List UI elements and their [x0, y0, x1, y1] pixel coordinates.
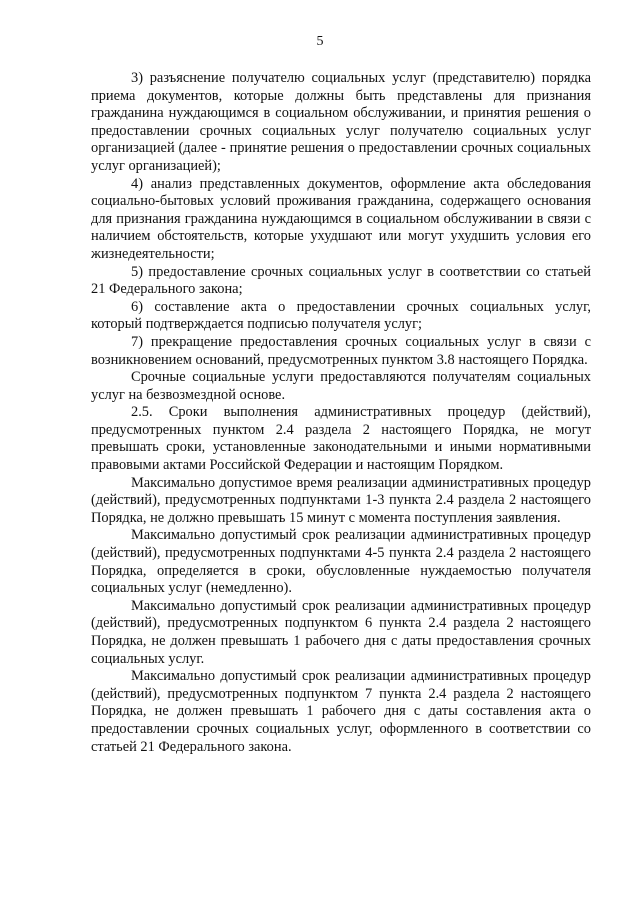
paragraph-item-6: 6) составление акта о предоставлении срочных социальных услуг, который подтверждается подписью получателя услуг; [91, 298, 591, 333]
paragraph-item-7: 7) прекращение предоставления срочных социальных услуг в связи с возникновением оснований, предусмотренных пунктом 3.8 настоящего Порядка. [91, 333, 591, 368]
paragraph-item-5: 5) предоставление срочных социальных услуг в соответствии со статьей 21 Федерального закона; [91, 263, 591, 298]
paragraph-item-4: 4) анализ представленных документов, оформление акта обследования социально-бытовых условий проживания гражданина, содержащего основания для признания гражданина нуждающимся в социальном обслуживании в связи с наличием обстоятельств, которые ухудшают или могут ухудшить условия его жизнедеятельности; [91, 175, 591, 262]
document-body [91, 70, 591, 756]
paragraph-time-limit-6: Максимально допустимый срок реализации административных процедур (действий), предусмотренных подпунктом 6 пункта 2.4 раздела 2 настоящего Порядка, не должен превышать 1 рабочего дня с даты предоставления срочных социальных услуг. [91, 597, 591, 667]
paragraph-item-3: 3) разъяснение получателю социальных услуг (представителю) порядка приема документов, которые должны быть представлены для признания гражданина нуждающимся в социальном обслуживании, и принятия решения о предоставлении срочных социальных услуг получателю социальных услуг организацией (далее - принятие решения о предоставлении срочных социальных услуг организацией); [91, 70, 591, 174]
paragraph-section-2-5: 2.5. Сроки выполнения административных процедур (действий), предусмотренных пунктом 2.4 раздела 2 настоящего Порядка, не могут превышать сроки, установленные законодательными и иными нормативными правовыми актами Российской Федерации и настоящим Порядком. [91, 404, 591, 474]
paragraph-time-limit-4-5: Максимально допустимый срок реализации административных процедур (действий), предусмотренных подпунктами 4-5 пункта 2.4 раздела 2 настоящего Порядка, определяется в сроки, обусловленные нуждаемостью получателя социальных услуг (немедленно). [91, 527, 591, 597]
page-number: 5 [316, 34, 324, 49]
paragraph-time-limit-1-3: Максимально допустимое время реализации административных процедур (действий), предусмотренных подпунктами 1-3 пункта 2.4 раздела 2 настоящего Порядка, не должно превышать 15 минут с момента поступления заявления. [91, 474, 591, 526]
paragraph-free-of-charge: Срочные социальные услуги предоставляются получателям социальных услуг на безвозмездной основе. [91, 369, 591, 403]
paragraph-time-limit-7: Максимально допустимый срок реализации административных процедур (действий), предусмотренных подпунктом 7 пункта 2.4 раздела 2 настоящего Порядка, не должен превышать 1 рабочего дня с даты составления акта о предоставлении срочных социальных услуг, оформленного в соответствии со статьей 21 Федерального закона. [91, 668, 591, 755]
